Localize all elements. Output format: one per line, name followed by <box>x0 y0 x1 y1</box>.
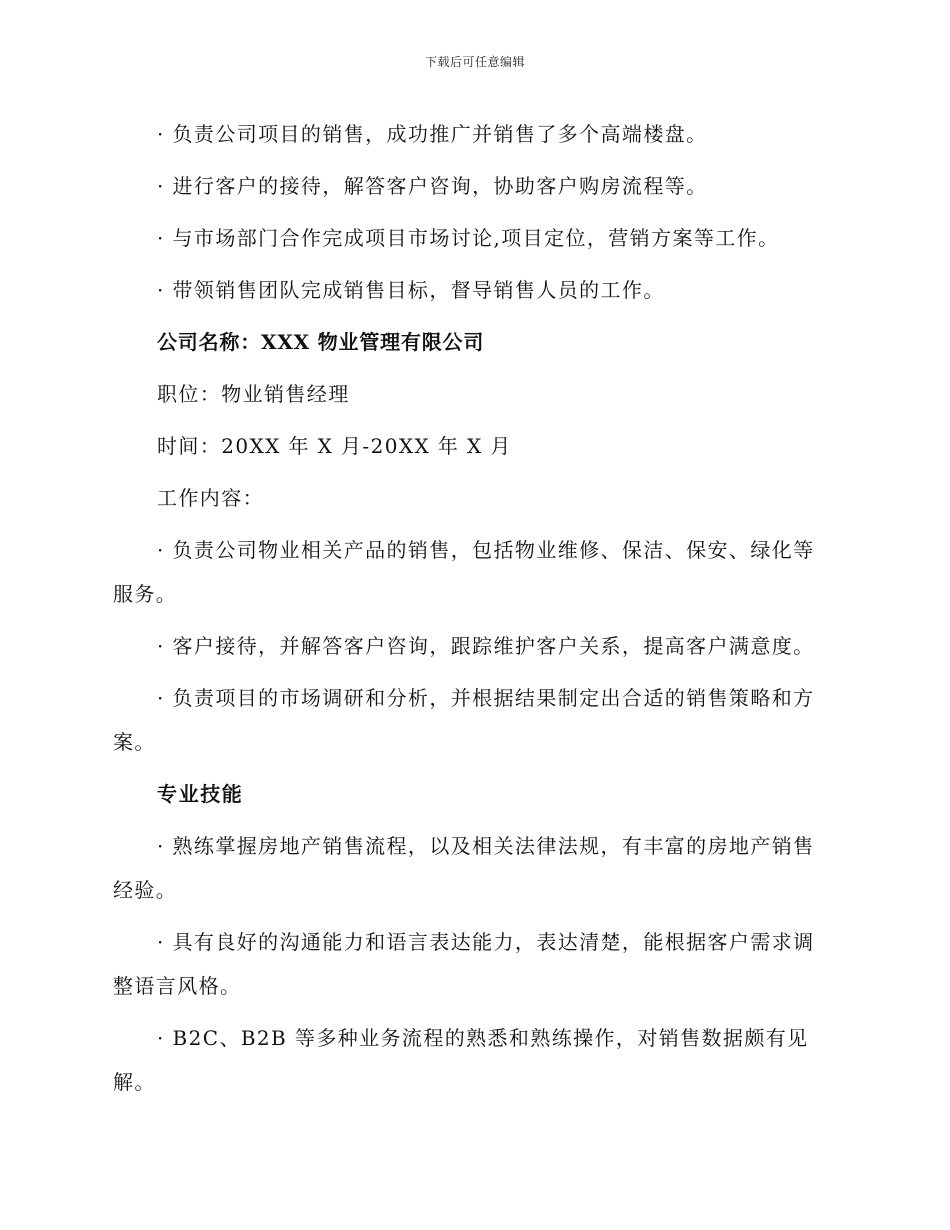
bullet-sales-projects: · 负责公司项目的销售，成功推广并销售了多个高端楼盘。 <box>157 122 708 146</box>
section-heading-skills: 专业技能 <box>157 782 244 806</box>
company-name: 公司名称：XXX 物业管理有限公司 <box>157 330 485 354</box>
work-content-label: 工作内容： <box>157 486 264 510</box>
bullet-property-products: · 负责公司物业相关产品的销售，包括物业维修、保洁、保安、绿化等服务。 <box>113 538 815 606</box>
bullet-customer-relations: · 客户接待，并解答客户咨询，跟踪维护客户关系，提高客户满意度。 <box>157 634 815 658</box>
job-period: 时间：20XX 年 X 月-20XX 年 X 月 <box>157 434 512 458</box>
bullet-market-research: · 负责项目的市场调研和分析，并根据结果制定出合适的销售策略和方案。 <box>113 686 815 754</box>
bullet-market-cooperation: · 与市场部门合作完成项目市场讨论,项目定位，营销方案等工作。 <box>157 226 780 250</box>
bullet-business-process-skill: · B2C、B2B 等多种业务流程的熟悉和熟练操作，对销售数据颇有见解。 <box>113 1026 809 1094</box>
job-position: 职位：物业销售经理 <box>157 382 350 406</box>
page-header: 下载后可任意编辑 <box>424 55 525 69</box>
document-body <box>113 112 823 1112</box>
bullet-sales-process-skill: · 熟练掌握房地产销售流程，以及相关法律法规，有丰富的房地产销售经验。 <box>113 834 815 902</box>
bullet-customer-reception: · 进行客户的接待，解答客户咨询，协助客户购房流程等。 <box>157 174 708 198</box>
bullet-team-leadership: · 带领销售团队完成销售目标，督导销售人员的工作。 <box>157 278 665 302</box>
bullet-communication-skill: · 具有良好的沟通能力和语言表达能力，表达清楚，能根据客户需求调整语言风格。 <box>113 930 815 998</box>
